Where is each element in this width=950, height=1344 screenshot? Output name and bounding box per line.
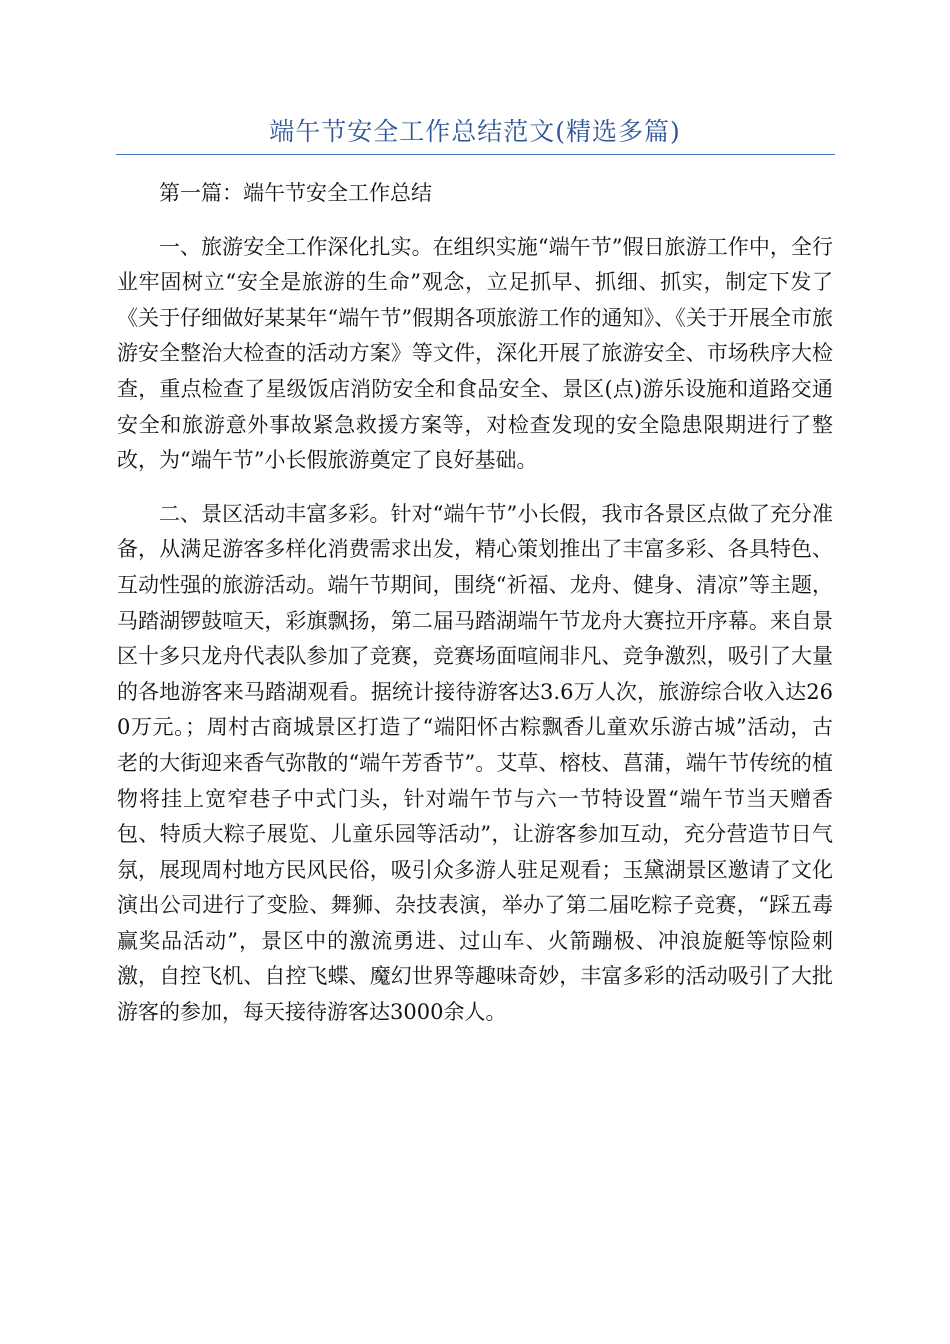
document-body (117, 176, 833, 1031)
section-heading: 第一篇：端午节安全工作总结 (159, 181, 432, 205)
paragraph-tourism-safety: 一、旅游安全工作深化扎实。在组织实施“端午节”假日旅游工作中，全行业牢固树立“安全是旅游的生命”观念，立足抓早、抓细、抓实，制定下发了《关于仔细做好某某年“端午节”假期各项旅游工作的通知》、《关于开展全市旅游安全整治大检查的活动方案》等文件，深化开展了旅游安全、市场秩序大检查，重点检查了星级饭店消防安全和食品安全、景区(点)游乐设施和道路交通安全和旅游意外事故紧急救援方案等，对检查发现的安全隐患限期进行了整改，为“端午节”小长假旅游奠定了良好基础。 (117, 234, 833, 473)
title-underline-rule (116, 154, 835, 155)
paragraph-scenic-activities: 二、景区活动丰富多彩。针对“端午节”小长假，我市各景区点做了充分准备，从满足游客多样化消费需求出发，精心策划推出了丰富多彩、各具特色、互动性强的旅游活动。端午节期间，围绕“祈福、龙舟、健身、清凉”等主题，马踏湖锣鼓喧天，彩旗飘扬，第二届马踏湖端午节龙舟大赛拉开序幕。来自景区十多只龙舟代表队参加了竞赛，竞赛场面喧闹非凡、竞争激烈，吸引了大量的各地游客来马踏湖观看。据统计接待游客达3.6万人次，旅游综合收入达260万元。；周村古商城景区打造了“端阳怀古粽飘香儿童欢乐游古城”活动，古老的大街迎来香气弥散的“端午芳香节”。艾草、榕枝、菖蒲，端午节传统的植物将挂上宽窄巷子中式门头，针对端午节与六一节特设置“端午节当天赠香包、特质大粽子展览、儿童乐园等活动”，让游客参加互动，充分营造节日气氛，展现周村地方民风民俗，吸引众多游人驻足观看；玉黛湖景区邀请了文化演出公司进行了变脸、舞狮、杂技表演，举办了第二届吃粽子竞赛，“踩五毒赢奖品活动”，景区中的激流勇进、过山车、火箭蹦极、冲浪旋艇等惊险刺激，自控飞机、自控飞蝶、魔幻世界等趣味奇妙，丰富多彩的活动吸引了大批游客的参加，每天接待游客达3000余人。 (117, 501, 833, 1025)
document-title: 端午节安全工作总结范文(精选多篇) (269, 117, 681, 146)
